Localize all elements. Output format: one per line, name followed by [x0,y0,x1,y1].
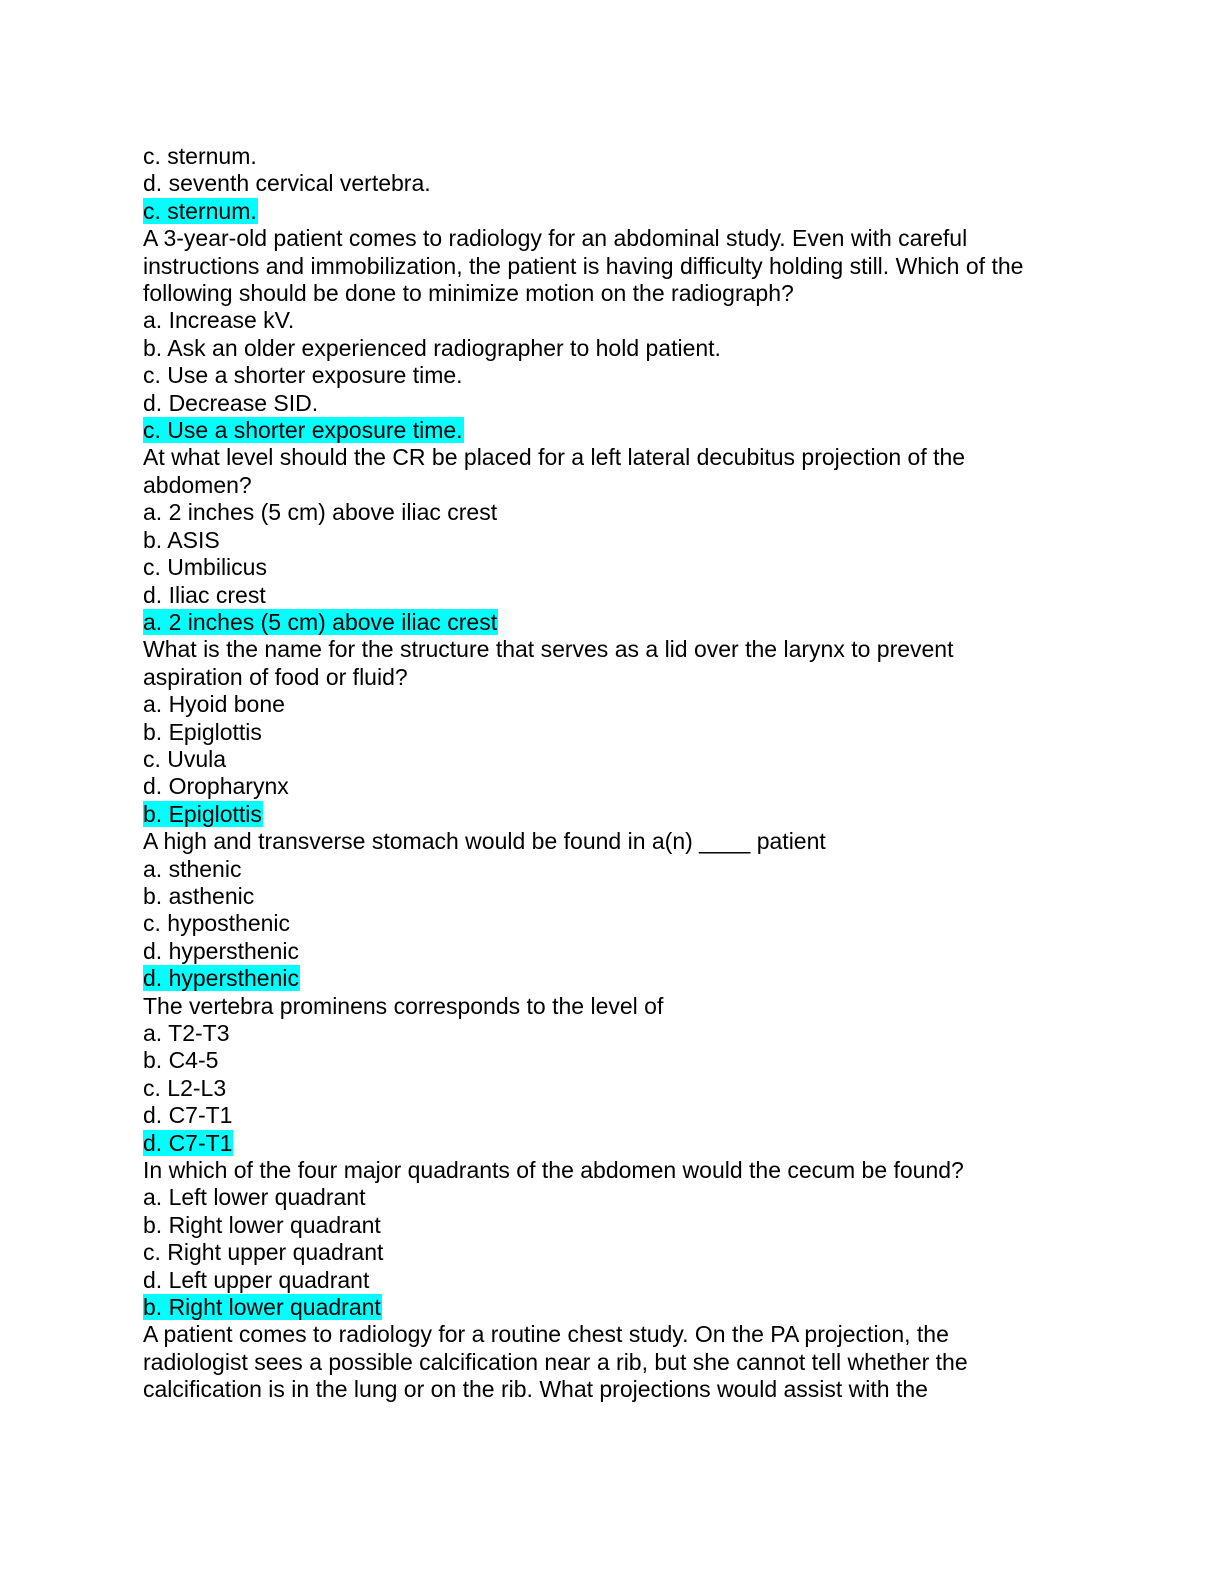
question-block [143,444,1083,636]
option-text: b. Right lower quadrant [143,1211,381,1238]
option-text: a. Hyoid bone [143,691,285,718]
question-text: abdomen? [143,471,252,498]
question-block [143,1321,1083,1403]
option-text: c. Umbilicus [143,554,267,581]
highlighted-answer: b. Epiglottis [143,800,262,827]
question-text: A patient comes to radiology for a routine chest study. On the PA projection, the [143,1321,949,1348]
question-text: calcification is in the lung or on the rib. What projections would assist with the [143,1376,928,1403]
option-text: d. hypersthenic [143,937,299,964]
answer-line [143,1130,1083,1157]
option-text: a. Increase kV. [143,307,295,334]
option-text: c. Use a shorter exposure time. [143,362,463,389]
question-text: following should be done to minimize motion on the radiograph? [143,280,794,307]
question-text: The vertebra prominens corresponds to the level of [143,992,664,1019]
answer-line [143,1294,1083,1321]
question-text: A high and transverse stomach would be found in a(n) ____ patient [143,828,826,855]
question-block [143,993,1083,1157]
question-text: A 3-year-old patient comes to radiology for an abdominal study. Even with careful [143,225,968,252]
option-text: b. Ask an older experienced radiographer to hold patient. [143,334,721,361]
option-text: a. sthenic [143,855,242,882]
highlighted-answer: b. Right lower quadrant [143,1294,381,1321]
option-text: d. Left upper quadrant [143,1266,370,1293]
option-text: d. C7-T1 [143,1102,233,1129]
highlighted-answer: c. sternum. [143,197,257,224]
question-block [143,636,1083,828]
question-text: In which of the four major quadrants of the abdomen would the cecum be found? [143,1157,964,1184]
option-text: c. Uvula [143,745,227,772]
option-text: b. asthenic [143,882,255,909]
question-text: instructions and immobilization, the patient is having difficulty holding still. Which of the [143,252,1024,279]
option-text: d. seventh cervical vertebra. [143,170,431,197]
document-page [143,143,1083,1404]
highlighted-answer: a. 2 inches (5 cm) above iliac crest [143,608,498,635]
option-text: b. Epiglottis [143,718,262,745]
highlighted-answer: d. hypersthenic [143,965,299,992]
option-text: b. ASIS [143,526,220,553]
option-text: a. 2 inches (5 cm) above iliac crest [143,499,498,526]
option-text: c. sternum. [143,143,257,169]
option-text: c. hyposthenic [143,910,291,937]
option-text: a. T2-T3 [143,1020,230,1046]
question-block [143,828,1083,992]
option-text: d. Decrease SID. [143,389,319,416]
option-text: c. L2-L3 [143,1074,227,1101]
question-block [143,225,1083,444]
question-text: radiologist sees a possible calcification near a rib, but she cannot tell whether the [143,1348,968,1375]
option-text: d. Iliac crest [143,581,266,608]
option-text: b. C4-5 [143,1047,219,1074]
question-text: aspiration of food or fluid? [143,663,408,690]
answer-line [143,198,1083,225]
question-text: What is the name for the structure that serves as a lid over the larynx to prevent [143,636,954,663]
question-block [143,1157,1083,1321]
answer-line [143,965,1083,992]
answer-line [143,801,1083,828]
answer-line [143,417,1083,444]
option-text: d. Oropharynx [143,773,289,800]
question-block [143,143,1083,225]
question-text: At what level should the CR be placed for a left lateral decubitus projection of the [143,444,966,471]
highlighted-answer: c. Use a shorter exposure time. [143,417,463,444]
option-text: c. Right upper quadrant [143,1239,384,1266]
answer-line [143,609,1083,636]
option-text: a. Left lower quadrant [143,1184,366,1211]
highlighted-answer: d. C7-T1 [143,1129,233,1156]
